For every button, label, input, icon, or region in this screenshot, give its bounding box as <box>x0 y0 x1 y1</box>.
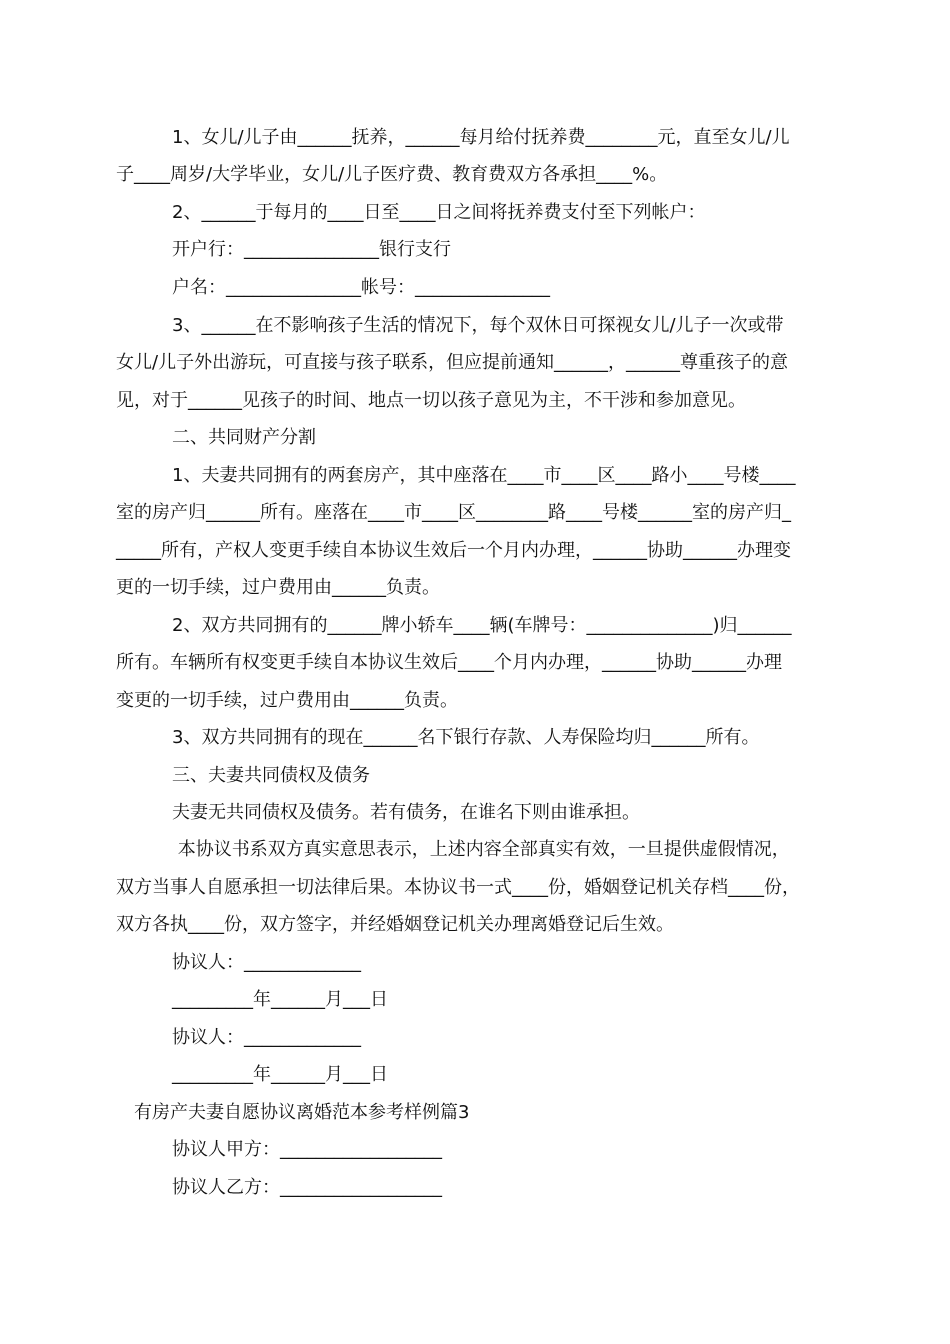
party-a-field: 协议人甲方：__________________ <box>172 1139 442 1160</box>
section-heading-property: 二、共同财产分割 <box>172 427 316 448</box>
debts-clause: 夫妻无共同债权及债务。若有债务，在谁名下则由谁承担。 <box>172 802 640 823</box>
car-clause-line-1: 2、双方共同拥有的______牌小轿车____辆(车牌号：______________)归______ <box>172 615 792 636</box>
house-clause-line-1: 1、夫妻共同拥有的两套房产，其中座落在____市____区____路小____号楼____ <box>172 465 796 486</box>
visitation-clause-line-1: 3、______在不影响孩子生活的情况下，每个双休日可探视女儿/儿子一次或带 <box>172 315 784 336</box>
signatory-2-date-field: _________年______月___日 <box>172 1064 388 1085</box>
visitation-clause-line-3: 见，对于______见孩子的时间、地点一切以孩子意见为主，不干涉和参加意见。 <box>116 390 746 411</box>
child-custody-clause-line-1: 1、女儿/儿子由______抚养，______每月给付抚养费________元，直至女儿/儿 <box>172 127 790 148</box>
signatory-1-date-field: _________年______月___日 <box>172 989 388 1010</box>
house-clause-line-3: _____所有，产权人变更手续自本协议生效后一个月内办理，______协助______办理变 <box>116 540 791 561</box>
visitation-clause-line-2: 女儿/儿子外出游玩，可直接与孩子联系，但应提前通知______，______尊重孩子的意 <box>116 352 789 373</box>
support-payment-clause: 2、______于每月的____日至____日之间将抚养费支付至下列帐户： <box>172 202 706 223</box>
child-custody-clause-line-2: 子____周岁/大学毕业，女儿/儿子医疗费、教育费双方各承担____%。 <box>116 164 668 185</box>
car-clause-line-2: 所有。车辆所有权变更手续自本协议生效后____个月内办理，______协助______办理 <box>116 652 782 673</box>
house-clause-line-2: 室的房产归______所有。座落在____市____区________路____号楼______室的房产归_ <box>116 502 791 523</box>
sample-3-title: 有房产夫妻自愿协议离婚范本参考样例篇3 <box>134 1102 470 1123</box>
account-holder-field: 户名：_______________帐号：_______________ <box>172 277 550 298</box>
effect-clause-line-2: 双方当事人自愿承担一切法律后果。本协议书一式____份，婚姻登记机关存档____份， <box>116 877 800 898</box>
section-heading-debts: 三、夫妻共同债权及债务 <box>172 765 370 786</box>
signatory-2-field: 协议人：_____________ <box>172 1027 361 1048</box>
effect-clause-line-3: 双方各执____份，双方签字，并经婚姻登记机关办理离婚登记后生效。 <box>116 914 674 935</box>
signatory-1-field: 协议人：_____________ <box>172 952 361 973</box>
effect-clause-line-1: 本协议书系双方真实意思表示，上述内容全部真实有效，一旦提供虚假情况， <box>172 839 790 860</box>
car-clause-line-3: 变更的一切手续，过户费用由______负责。 <box>116 690 458 711</box>
savings-clause: 3、双方共同拥有的现在______名下银行存款、人寿保险均归______所有。 <box>172 727 760 748</box>
party-b-field: 协议人乙方：__________________ <box>172 1177 442 1198</box>
bank-branch-field: 开户行：_______________银行支行 <box>172 239 451 260</box>
house-clause-line-4: 更的一切手续，过户费用由______负责。 <box>116 577 440 598</box>
